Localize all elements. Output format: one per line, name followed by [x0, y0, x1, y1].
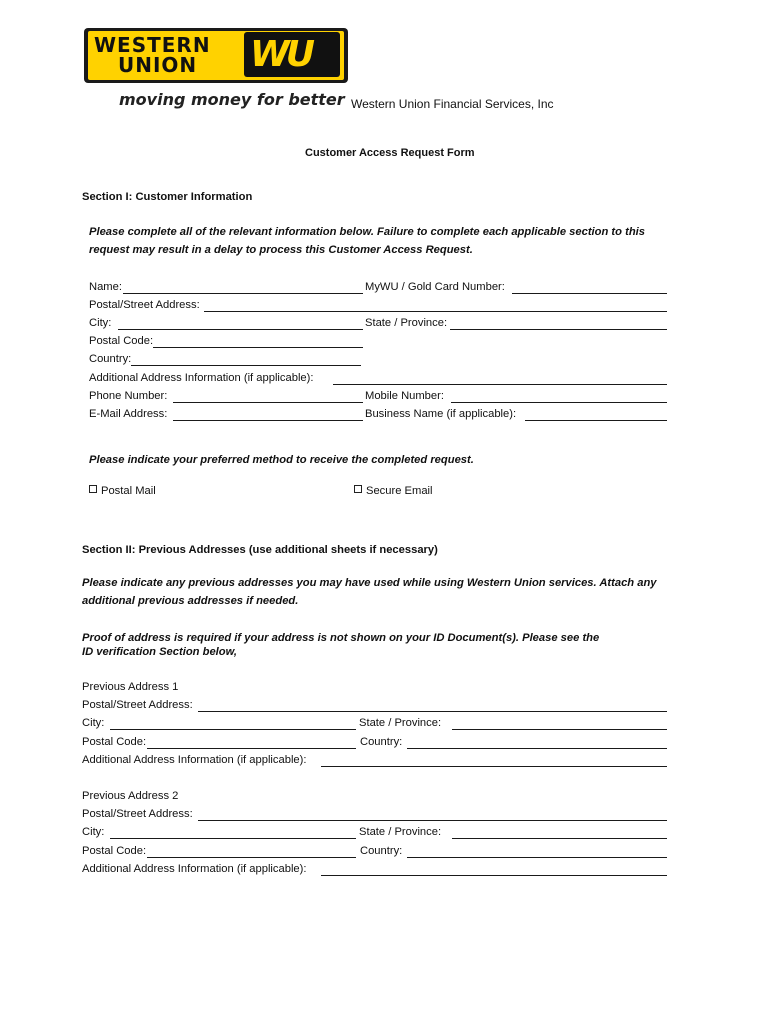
prev2-postal-code-label: Postal Code: — [82, 845, 147, 857]
postal-code-field[interactable] — [153, 347, 363, 348]
method-prompt: Please indicate your preferred method to receive the completed request. — [89, 454, 474, 466]
country-label: Country: — [89, 353, 132, 365]
mywu-field[interactable] — [512, 293, 667, 294]
form-title: Customer Access Request Form — [305, 147, 475, 159]
prev2-postal-street-field[interactable] — [198, 820, 667, 821]
logo-yellow-panel — [88, 31, 344, 80]
prev1-city-field[interactable] — [110, 729, 356, 730]
state-label: State / Province: — [365, 317, 448, 329]
logo-word-union: UNION — [118, 53, 198, 77]
state-field[interactable] — [450, 329, 667, 330]
name-field[interactable] — [123, 293, 363, 294]
additional-info-field[interactable] — [333, 384, 667, 385]
prev2-additional-field[interactable] — [321, 875, 667, 876]
phone-label: Phone Number: — [89, 390, 168, 402]
postal-street-label: Postal/Street Address: — [89, 299, 200, 311]
prev2-postal-code-field[interactable] — [147, 857, 356, 858]
secure-email-checkbox[interactable] — [354, 485, 362, 493]
prev1-postal-code-field[interactable] — [147, 748, 356, 749]
prev1-additional-label: Additional Address Information (if applicable): — [82, 754, 307, 766]
logo-word-western: WESTERN — [94, 33, 211, 57]
email-label: E-Mail Address: — [89, 408, 168, 420]
prev1-postal-street-field[interactable] — [198, 711, 667, 712]
name-label: Name: — [89, 281, 122, 293]
mobile-field[interactable] — [451, 402, 667, 403]
prev1-postal-code-label: Postal Code: — [82, 736, 147, 748]
section1-heading: Section I: Customer Information — [82, 191, 253, 203]
city-field[interactable] — [118, 329, 363, 330]
postal-mail-label: Postal Mail — [101, 485, 156, 497]
company-name: Western Union Financial Services, Inc — [351, 97, 554, 111]
prev1-postal-street-label: Postal/Street Address: — [82, 699, 193, 711]
prev2-country-label: Country: — [360, 845, 403, 857]
section2-instr2-line1: Proof of address is required if your address is not shown on your ID Document(s). Please see the — [82, 632, 600, 644]
phone-field[interactable] — [173, 402, 363, 403]
additional-info-label: Additional Address Information (if applicable): — [89, 372, 314, 384]
prev2-state-field[interactable] — [452, 838, 667, 839]
secure-email-option[interactable] — [354, 485, 433, 497]
city-label: City: — [89, 317, 112, 329]
logo-wu-mark: WU — [244, 32, 340, 77]
section2-heading: Section II: Previous Addresses (use additional sheets if necessary) — [82, 544, 438, 556]
business-label: Business Name (if applicable): — [365, 408, 517, 420]
country-field[interactable] — [131, 365, 361, 366]
postal-code-label: Postal Code: — [89, 335, 154, 347]
email-field[interactable] — [173, 420, 363, 421]
section2-instr2-line2: ID verification Section below, — [82, 646, 237, 658]
previous-address-1-title: Previous Address 1 — [82, 681, 179, 693]
section1-instructions-line1: Please complete all of the relevant information below. Failure to complete each applicable section to this — [89, 226, 645, 238]
prev2-state-label: State / Province: — [359, 826, 442, 838]
mywu-label: MyWU / Gold Card Number: — [365, 281, 505, 293]
western-union-logo — [84, 28, 348, 83]
prev2-country-field[interactable] — [407, 857, 667, 858]
prev1-country-label: Country: — [360, 736, 403, 748]
tagline: moving money for better — [119, 90, 345, 109]
previous-address-2-title: Previous Address 2 — [82, 790, 179, 802]
prev1-additional-field[interactable] — [321, 766, 667, 767]
postal-street-field[interactable] — [204, 311, 667, 312]
prev1-country-field[interactable] — [407, 748, 667, 749]
prev1-state-field[interactable] — [452, 729, 667, 730]
prev2-postal-street-label: Postal/Street Address: — [82, 808, 193, 820]
mobile-label: Mobile Number: — [365, 390, 444, 402]
prev2-additional-label: Additional Address Information (if applicable): — [82, 863, 307, 875]
secure-email-label: Secure Email — [366, 485, 433, 497]
prev1-state-label: State / Province: — [359, 717, 442, 729]
prev2-city-label: City: — [82, 826, 105, 838]
section2-instr1-line1: Please indicate any previous addresses you may have used while using Western Union services. Attach any — [82, 577, 657, 589]
prev1-city-label: City: — [82, 717, 105, 729]
section2-instr1-line2: additional previous addresses if needed. — [82, 595, 299, 607]
postal-mail-option[interactable] — [89, 485, 156, 497]
postal-mail-checkbox[interactable] — [89, 485, 97, 493]
section1-instructions-line2: request may result in a delay to process this Customer Access Request. — [89, 244, 473, 256]
business-field[interactable] — [525, 420, 667, 421]
prev2-city-field[interactable] — [110, 838, 356, 839]
